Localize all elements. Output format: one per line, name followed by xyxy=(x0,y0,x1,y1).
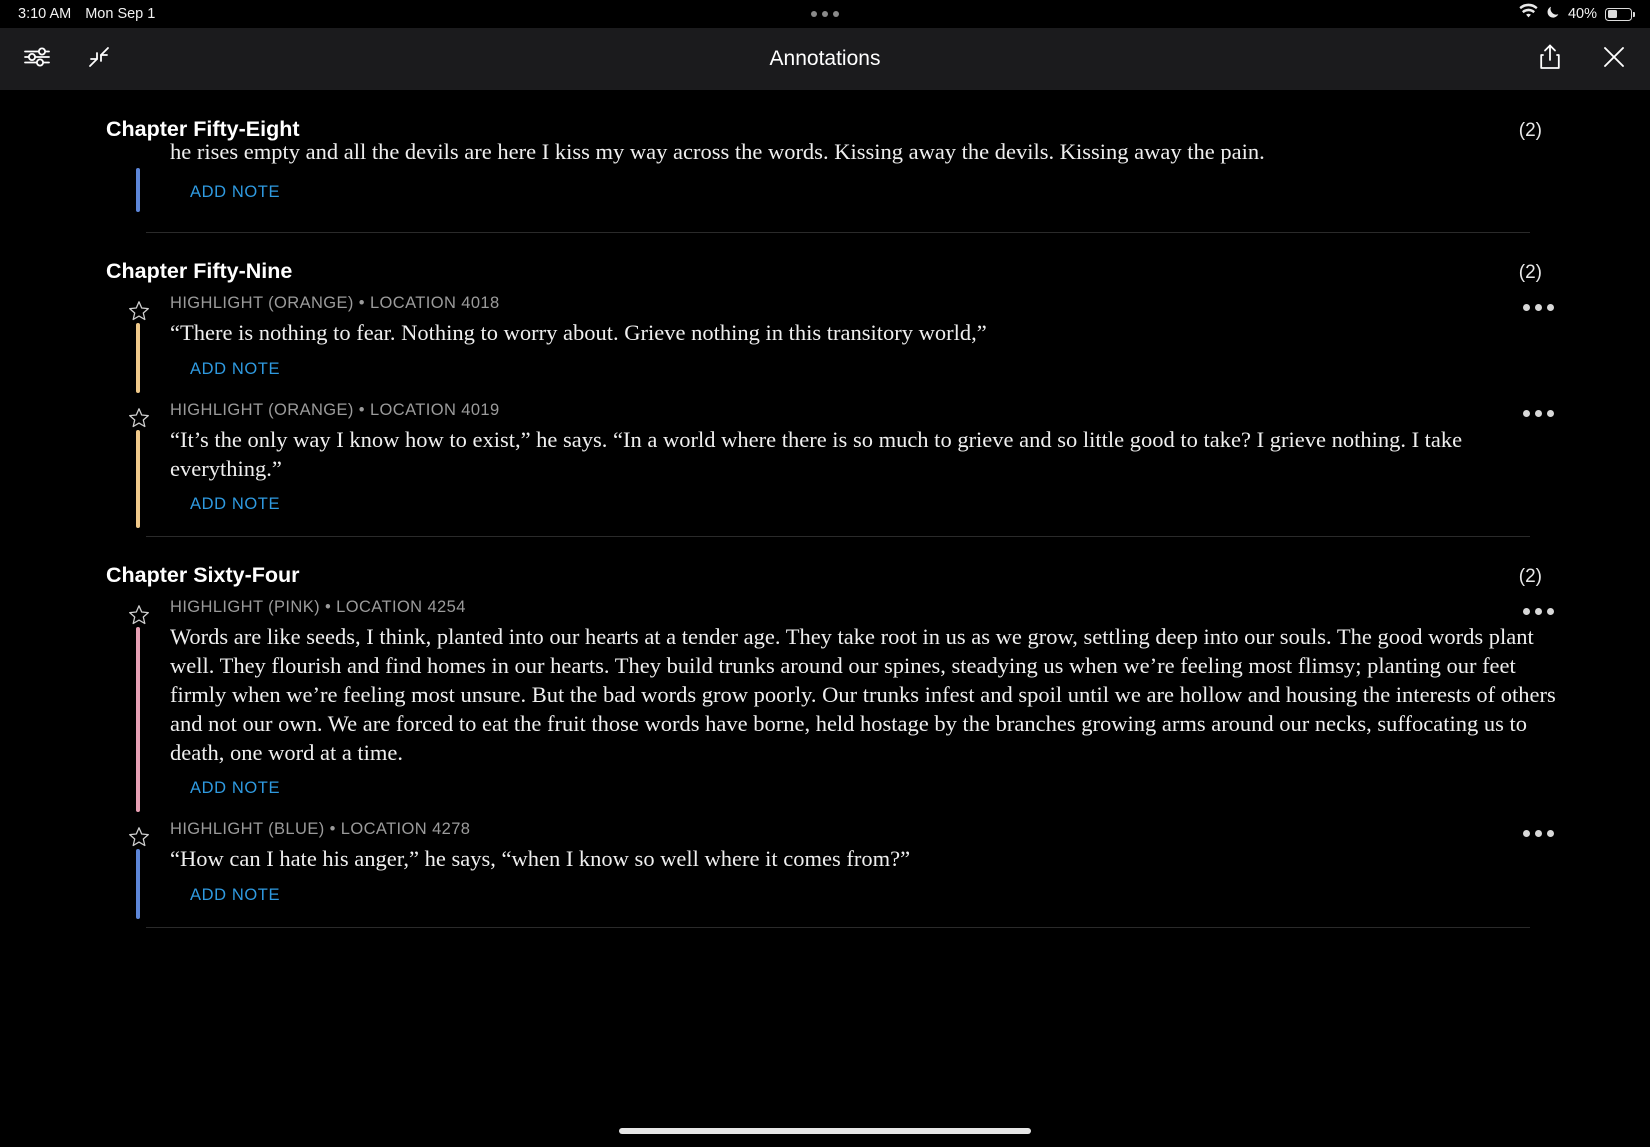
annotation-item[interactable] xyxy=(0,294,1650,395)
annotation-item[interactable] xyxy=(0,401,1650,531)
annotation-text: “It’s the only way I know how to exist,” he says. “In a world where there is so much to grieve and so little good to take? I grieve nothing. I take everything.” xyxy=(170,426,1463,481)
annotation-meta: HIGHLIGHT (PINK) • LOCATION 4254 xyxy=(170,598,466,617)
annotation-body xyxy=(170,623,1560,814)
annotation-text: he rises empty and all the devils are here I kiss my way across the words. Kissing away the devils. Kissing away the pain. xyxy=(170,139,1265,164)
highlight-color-bar xyxy=(136,168,140,212)
add-note-button[interactable]: ADD NOTE xyxy=(190,495,281,514)
more-options-icon[interactable] xyxy=(1523,600,1554,622)
add-note-button[interactable]: ADD NOTE xyxy=(190,779,281,798)
annotation-text: Words are like seeds, I think, planted into our hearts at a tender age. They take root in us as we grow, settling deep into our souls. The good words plant well. They flourish and find homes in our hearts. They build trunks around our spines, steadying us when we’re feeling most flimsy; planting our feet firmly when we’re feeling most unsure. But the bad words grow poorly. Our trunks infest and spoil until we are hollow and housing the interests of others and not our own. We are forced to eat the fruit those words have borne, held hostage by the branches growing arms around our necks, suffocating us to death, one word at a time. xyxy=(170,624,1556,765)
dot xyxy=(811,11,817,17)
battery-icon xyxy=(1605,8,1632,21)
highlight-color-bar xyxy=(136,323,140,393)
annotation-meta: HIGHLIGHT (BLUE) • LOCATION 4278 xyxy=(170,820,471,839)
wifi-icon xyxy=(1519,5,1538,23)
chapter-header xyxy=(0,537,1650,598)
star-outline-icon[interactable] xyxy=(128,826,150,848)
annotation-text: “There is nothing to fear. Nothing to worry about. Grieve nothing in this transitory world,” xyxy=(170,320,987,345)
annotation-body xyxy=(170,845,1560,921)
chapter-title: Chapter Sixty-Four xyxy=(106,563,300,588)
status-bar-right xyxy=(1519,5,1632,23)
more-options-icon[interactable] xyxy=(1523,403,1554,425)
status-bar xyxy=(0,0,1650,28)
annotation-body xyxy=(170,319,1560,395)
chapter-count: (2) xyxy=(1518,120,1542,141)
close-x-icon[interactable] xyxy=(1600,43,1628,76)
annotations-list[interactable] xyxy=(0,91,1650,1147)
annotation-item-clipped[interactable] xyxy=(0,139,1650,226)
moon-icon xyxy=(1546,5,1560,23)
collapse-arrows-icon[interactable] xyxy=(86,44,112,75)
add-note-button[interactable]: ADD NOTE xyxy=(190,182,281,201)
star-outline-icon[interactable] xyxy=(128,300,150,322)
dot xyxy=(822,11,828,17)
add-note-button[interactable]: ADD NOTE xyxy=(190,359,281,378)
more-options-icon[interactable] xyxy=(1523,822,1554,844)
annotation-text: “How can I hate his anger,” he says, “when I know so well where it comes from?” xyxy=(170,846,911,872)
annotation-item[interactable] xyxy=(0,820,1650,921)
filter-sliders-icon[interactable] xyxy=(22,45,52,74)
chapter-header xyxy=(0,233,1650,294)
add-note-button[interactable]: ADD NOTE xyxy=(190,886,281,905)
page-title: Annotations xyxy=(769,47,881,70)
status-time: 3:10 AM xyxy=(18,6,72,22)
annotation-meta: HIGHLIGHT (ORANGE) • LOCATION 4018 xyxy=(170,294,500,312)
battery-percent-label: 40% xyxy=(1567,6,1597,22)
chapter-count: (2) xyxy=(1518,566,1542,588)
toolbar-right-group xyxy=(1538,43,1628,76)
highlight-color-bar xyxy=(136,430,140,529)
dot xyxy=(833,11,839,17)
annotation-item[interactable] xyxy=(0,598,1650,814)
highlight-color-bar xyxy=(136,627,140,812)
star-outline-icon[interactable] xyxy=(128,604,150,626)
star-outline-icon[interactable] xyxy=(128,407,150,429)
chapter-title: Chapter Fifty-Eight xyxy=(106,117,300,141)
dynamic-island-dots xyxy=(811,11,839,17)
toolbar-left-group xyxy=(22,44,112,75)
chapter-title: Chapter Fifty-Nine xyxy=(106,259,293,283)
highlight-color-bar xyxy=(136,849,140,919)
status-date: Mon Sep 1 xyxy=(85,6,156,22)
annotation-meta: HIGHLIGHT (ORANGE) • LOCATION 4019 xyxy=(170,400,500,419)
share-icon[interactable] xyxy=(1538,43,1562,76)
home-indicator[interactable] xyxy=(619,1128,1031,1134)
chapter-count: (2) xyxy=(1518,262,1542,283)
more-options-icon[interactable] xyxy=(1523,296,1554,318)
section-divider xyxy=(146,927,1530,928)
annotations-toolbar xyxy=(0,28,1650,91)
status-bar-left xyxy=(18,6,155,22)
annotation-body xyxy=(170,426,1560,531)
